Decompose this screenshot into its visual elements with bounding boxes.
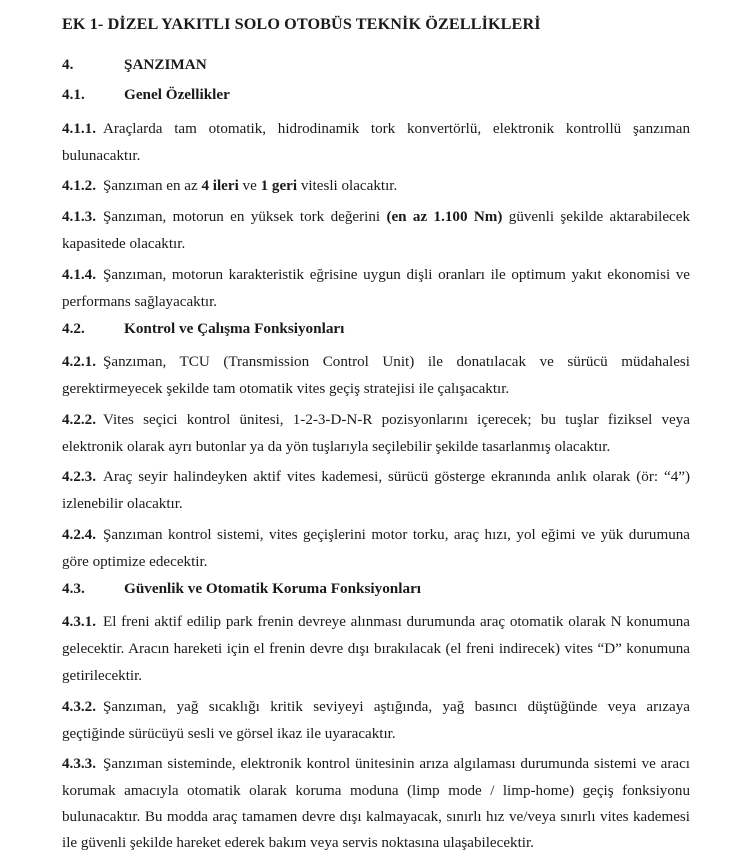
clause-4-1-1	[62, 116, 690, 170]
clause-text: Araçlarda tam otomatik, hidrodinamik tork konvertörlü, elektronik kontrollü şanzıman bulunacaktır.	[62, 120, 690, 164]
clause-4-2-2	[62, 407, 690, 461]
clause-4-3-3	[62, 751, 690, 856]
clause-4-2-4	[62, 522, 690, 576]
clause-text: Şanzıman en az 4 ileri ve 1 geri vitesli olacaktır.	[102, 178, 398, 195]
subsection-heading-4-1	[62, 86, 690, 104]
clause-text: Şanzıman, motorun karakteristik eğrisine uygun dişli oranları ile optimum yakıt ekonomisi ve performans sağlayacaktır.	[62, 267, 690, 310]
subsection-title: Güvenlik ve Otomatik Koruma Fonksiyonları	[124, 579, 422, 597]
subsection-heading-4-3	[62, 580, 690, 598]
clause-text: Şanzıman sisteminde, elektronik kontrol ünitesinin arıza algılaması durumunda sistemi ve aracı korumak amacıyla otomatik olarak koruma moduna (limp mode / limp-home) geçiş fonksiyonu bulunacaktır. Bu modda araç tamamen devre dışı kalmayacak, sınırlı hız ve/veya sınırlı vites kademesi ile güvenli şekilde hareket ederek bakım veya servis noktasına ulaşabilecektir.	[62, 756, 690, 852]
clause-4-3-1	[62, 609, 690, 690]
clause-number: 4.3.1.	[62, 614, 96, 631]
clause-number: 4.1.2.	[62, 178, 96, 195]
section-title: ŞANZIMAN	[124, 56, 207, 74]
clause-text: Şanzıman kontrol sistemi, vites geçişlerini motor torku, araç hızı, yol eğimi ve yük durumuna göre optimize edecektir.	[62, 527, 690, 570]
clause-number: 4.2.2.	[62, 411, 96, 428]
clause-number: 4.3.2.	[62, 698, 96, 715]
subsection-heading-4-2	[62, 320, 690, 338]
clause-4-1-2	[62, 173, 690, 200]
clause-text: Vites seçici kontrol ünitesi, 1-2-3-D-N-R pozisyonlarını içerecek; bu tuşlar fiziksel veya elektronik olarak ayrı butonlar ya da yön tuşlarıyla seçilebilir şekilde tasarlanmış olacaktır.	[62, 411, 690, 455]
clause-number: 4.2.4.	[62, 527, 96, 544]
section-number: 4.	[62, 56, 74, 74]
clause-number: 4.1.1.	[62, 120, 96, 137]
document-title: EK 1- DİZEL YAKITLI SOLO OTOBÜS TEKNİK ÖZELLİKLERİ	[62, 15, 541, 33]
clause-4-3-2	[62, 694, 690, 748]
clause-4-1-4	[62, 262, 690, 316]
section-heading-4	[62, 56, 690, 74]
subsection-number: 4.3.	[62, 579, 85, 597]
clause-text: Araç seyir halindeyken aktif vites kademesi, sürücü gösterge ekranında anlık olarak (ör: “4”) izlenebilir olacaktır.	[62, 469, 690, 513]
clause-text: Şanzıman, motorun en yüksek tork değerini (en az 1.100 Nm) güvenli şekilde aktarabilecek kapasitede olacaktır.	[62, 209, 690, 253]
clause-text: El freni aktif edilip park frenin devreye alınması durumunda araç otomatik olarak N konumuna gelecektir. Aracın hareketi için el frenin devre dışı bırakılacak (el freni indirecek) vites “D” konumuna getirilecektir.	[62, 614, 690, 684]
subsection-number: 4.2.	[62, 319, 85, 337]
clause-number: 4.2.1.	[62, 353, 96, 370]
subsection-title: Genel Özellikler	[124, 86, 230, 104]
clause-number: 4.1.3.	[62, 209, 96, 226]
clause-number: 4.3.3.	[62, 756, 96, 773]
subsection-title: Kontrol ve Çalışma Fonksiyonları	[124, 319, 345, 337]
clause-4-2-3	[62, 464, 690, 518]
clause-text: Şanzıman, TCU (Transmission Control Unit) ile donatılacak ve sürücü müdahalesi gerektirmeyecek şekilde tam otomatik vites geçiş stratejisi ile çalışacaktır.	[62, 353, 690, 397]
clause-4-2-1	[62, 349, 690, 403]
clause-text: Şanzıman, yağ sıcaklığı kritik seviyeyi aştığında, yağ basıncı düştüğünde veya arızaya geçtiğinde sürücüyü sesli ve görsel ikaz ile uyaracaktır.	[62, 698, 690, 742]
clause-4-1-3	[62, 204, 690, 258]
clause-number: 4.2.3.	[62, 469, 96, 486]
subsection-number: 4.1.	[62, 86, 85, 104]
clause-number: 4.1.4.	[62, 267, 96, 284]
